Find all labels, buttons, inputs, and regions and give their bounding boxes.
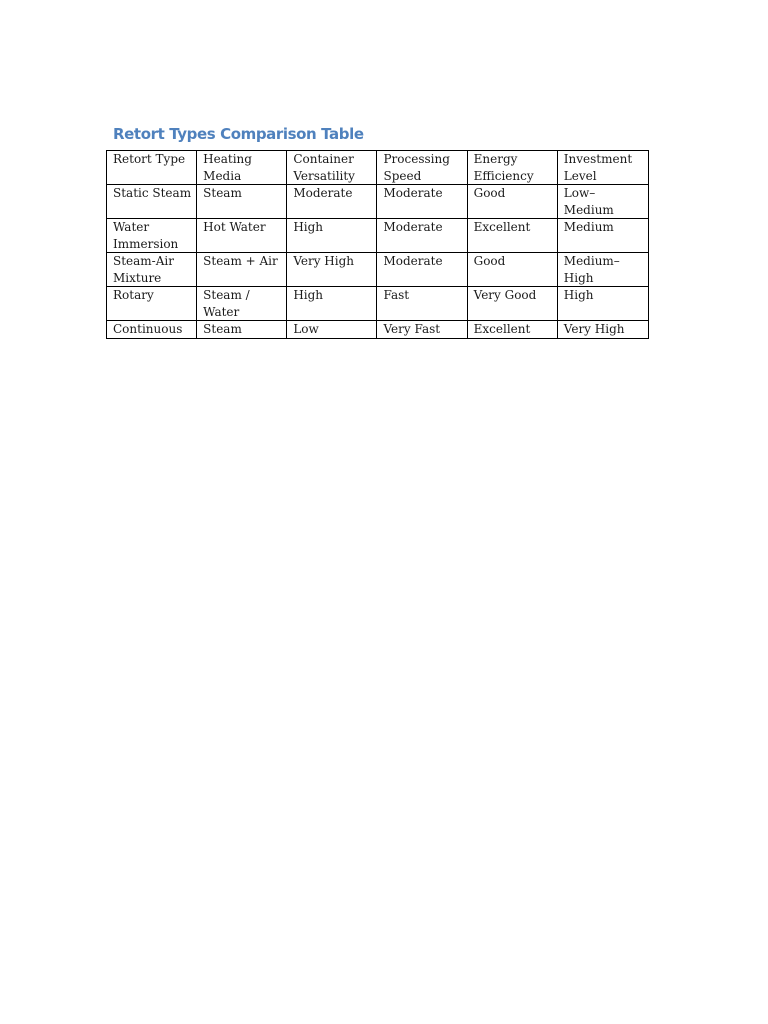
table-cell: Good [467,185,557,219]
table-cell: Moderate [377,219,467,253]
table-row [107,287,649,321]
table-cell: Steam [197,185,287,219]
table-cell: Continuous [107,321,197,339]
header-cell: Energy Efficiency [467,151,557,185]
header-cell: Retort Type [107,151,197,185]
table-cell: Moderate [377,185,467,219]
header-cell: Container Versatility [287,151,377,185]
table-cell: Water Immersion [107,219,197,253]
header-cell: Heating Media [197,151,287,185]
table-cell: Excellent [467,321,557,339]
header-cell: Processing Speed [377,151,467,185]
table-cell: Very Fast [377,321,467,339]
table-row [107,219,649,253]
header-cell: Investment Level [557,151,648,185]
table-cell: Steam + Air [197,253,287,287]
table-cell: Excellent [467,219,557,253]
table-cell: High [287,219,377,253]
table-cell: Very High [557,321,648,339]
table-header-row [107,151,649,185]
table-cell: Moderate [287,185,377,219]
table-cell: Steam [197,321,287,339]
table-cell: Medium–High [557,253,648,287]
table-cell: Rotary [107,287,197,321]
table-row [107,321,649,339]
table-cell: Good [467,253,557,287]
table-cell: Fast [377,287,467,321]
table-cell: Static Steam [107,185,197,219]
table-cell: Moderate [377,253,467,287]
comparison-table [106,150,649,339]
table-cell: Steam-Air Mixture [107,253,197,287]
table-cell: High [557,287,648,321]
table-cell: Very High [287,253,377,287]
table-heading: Retort Types Comparison Table [113,125,364,143]
table-cell: Hot Water [197,219,287,253]
table-cell: Medium [557,219,648,253]
table-cell: Very Good [467,287,557,321]
table-cell: Steam / Water [197,287,287,321]
table-row [107,185,649,219]
table-row [107,253,649,287]
table-cell: High [287,287,377,321]
table-cell: Low [287,321,377,339]
table-cell: Low–Medium [557,185,648,219]
